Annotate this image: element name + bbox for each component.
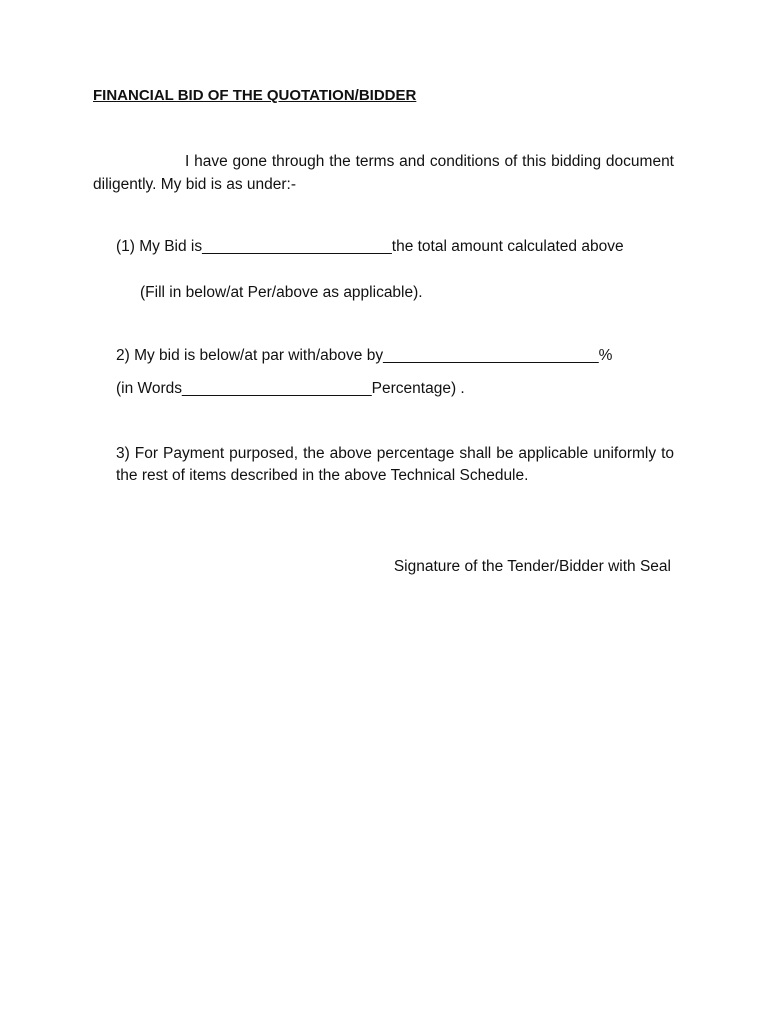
- fill-instruction: (Fill in below/at Per/above as applicable).: [140, 284, 423, 301]
- intro-paragraph: I have gone through the terms and conditions of this bidding document diligently. My bid is as under:-: [93, 153, 674, 193]
- signature-label: Signature of the Tender/Bidder with Seal: [393, 558, 671, 575]
- percentage-in-words-line: (in Words______________________Percentage) .: [116, 380, 465, 397]
- document-title: FINANCIAL BID OF THE QUOTATION/BIDDER: [93, 87, 417, 104]
- bid-percentage-line: 2) My bid is below/at par with/above by_________________________%: [116, 347, 613, 364]
- bid-amount-line: (1) My Bid is______________________the total amount calculated above: [116, 238, 624, 255]
- payment-clause: 3) For Payment purposed, the above percentage shall be applicable uniformly to the rest of items described in the above Technical Schedule.: [116, 445, 674, 484]
